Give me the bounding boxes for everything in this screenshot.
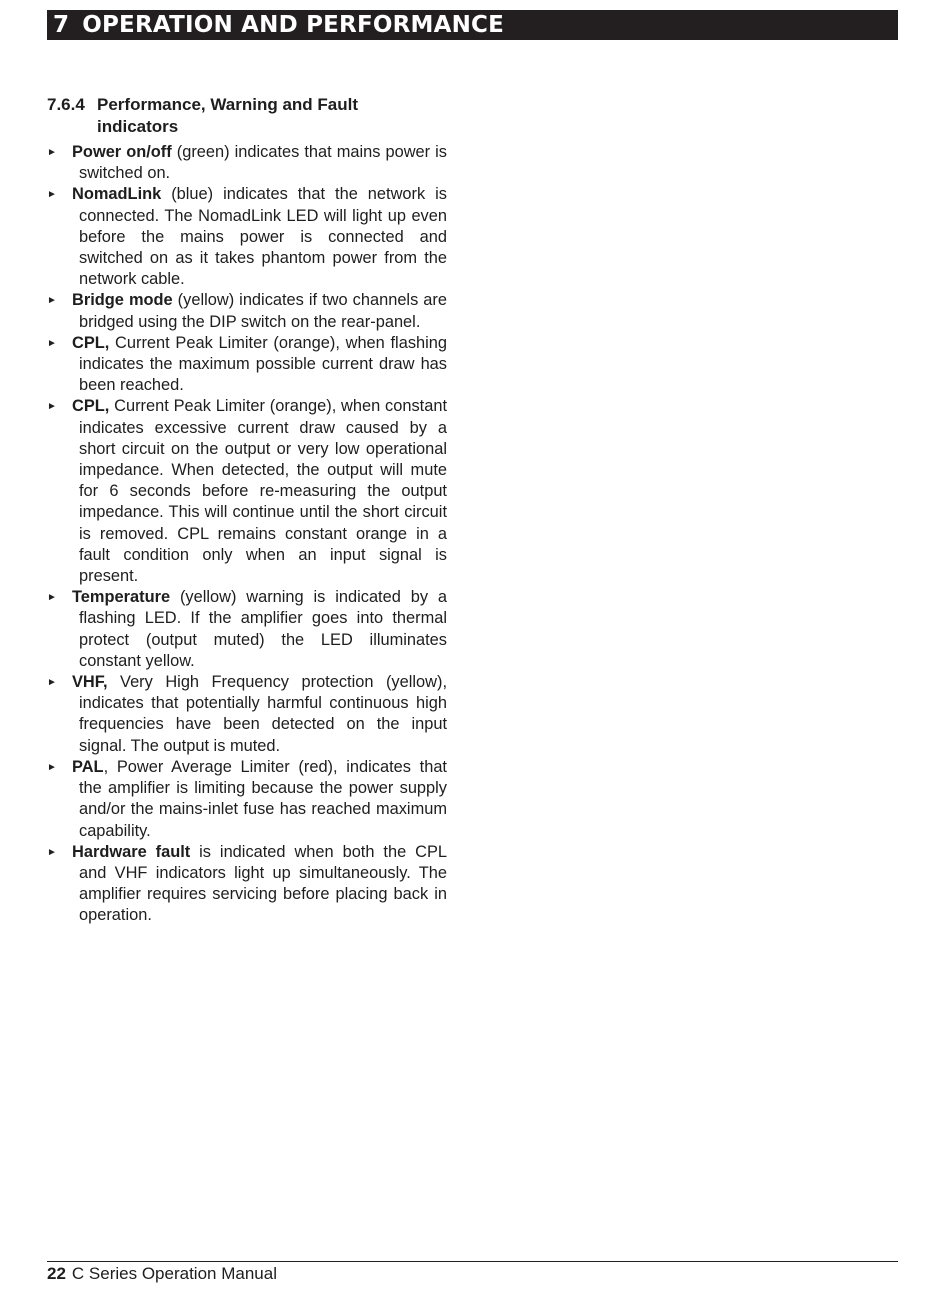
indicator-term: Bridge mode (72, 291, 173, 310)
indicator-term: Temperature (72, 588, 171, 607)
indicator-item-hardware-fault (47, 842, 447, 927)
bullet-arrow-icon: ► (47, 147, 57, 158)
indicator-item-vhf (47, 672, 447, 757)
indicator-item-cpl-constant (47, 396, 447, 587)
indicators-section (47, 94, 447, 927)
indicator-description: (yellow) warning is indicated by a flashing LED. If the amplifier goes into thermal protect (output muted) the LED illuminates constant yellow. (79, 588, 447, 670)
indicator-description: is indicated when both the CPL and VHF indicators light up simultaneously. The amplifier requires servicing before placing back in operation. (79, 842, 447, 925)
bullet-arrow-icon: ► (47, 295, 57, 307)
bullet-arrow-icon: ► (47, 677, 57, 689)
section-title: Performance, Warning and Fault indicators (97, 95, 359, 136)
indicator-description: (yellow) indicates if two channels are bridged using the DIP switch on the rear-panel. (79, 291, 447, 331)
indicator-description: (green) indicates that mains power is switched on. (79, 143, 448, 183)
indicator-item-pal (47, 757, 447, 842)
footer-divider (47, 1261, 898, 1262)
page-footer (47, 1264, 277, 1284)
chapter-title: OPERATION AND PERFORMANCE (82, 12, 505, 38)
bullet-arrow-icon: ► (47, 761, 57, 773)
indicator-term: Power on/off (72, 143, 172, 161)
indicator-term: VHF, (72, 673, 108, 692)
chapter-number: 7 (53, 12, 70, 38)
indicator-description: Very High Frequency protection (yellow), indicates that potentially harmful continuous high frequencies have been detected on the input signal. The output is muted. (79, 673, 447, 755)
indicator-description: Current Peak Limiter (orange), when constant indicates excessive current draw caused by a short circuit on the output or very low operational impedance. When detected, the output will mute for 6 seconds before re-measuring the output impedance. This will continue until the short circuit is removed. CPL remains constant orange in a fault condition only when an input signal is present. (79, 397, 447, 586)
indicator-list (47, 142, 447, 927)
bullet-arrow-icon: ► (47, 189, 57, 201)
chapter-header-bar (47, 10, 898, 40)
indicator-description: (blue) indicates that the network is connected. The NomadLink LED will light up even before the mains power is connected and switched on as it takes phantom power from the network cable. (79, 185, 447, 289)
indicator-item-bridge-mode (47, 290, 447, 332)
indicator-description: , Power Average Limiter (red), indicates that the amplifier is limiting because the power supply and/or the mains-inlet fuse has reached maximum capability. (79, 757, 447, 840)
bullet-arrow-icon: ► (47, 401, 57, 413)
indicator-term: CPL, (72, 397, 110, 416)
indicator-term: CPL, (72, 333, 110, 352)
indicator-term: NomadLink (72, 185, 162, 204)
indicator-description: Current Peak Limiter (orange), when flashing indicates the maximum possible current draw has been reached. (79, 333, 447, 395)
bullet-arrow-icon: ► (47, 846, 57, 858)
indicator-term: PAL (72, 757, 104, 776)
indicator-item-nomadlink (47, 184, 447, 290)
page-number: 22 (47, 1264, 66, 1283)
indicator-term: Hardware fault (72, 842, 191, 861)
manual-title: C Series Operation Manual (71, 1264, 277, 1283)
bullet-arrow-icon: ► (47, 592, 57, 604)
section-number: 7.6.4 (47, 95, 85, 114)
indicator-item-cpl-flashing (47, 333, 447, 397)
section-heading (47, 94, 447, 137)
indicator-item-power (47, 142, 447, 184)
bullet-arrow-icon: ► (47, 337, 57, 349)
indicator-item-temperature (47, 587, 447, 672)
